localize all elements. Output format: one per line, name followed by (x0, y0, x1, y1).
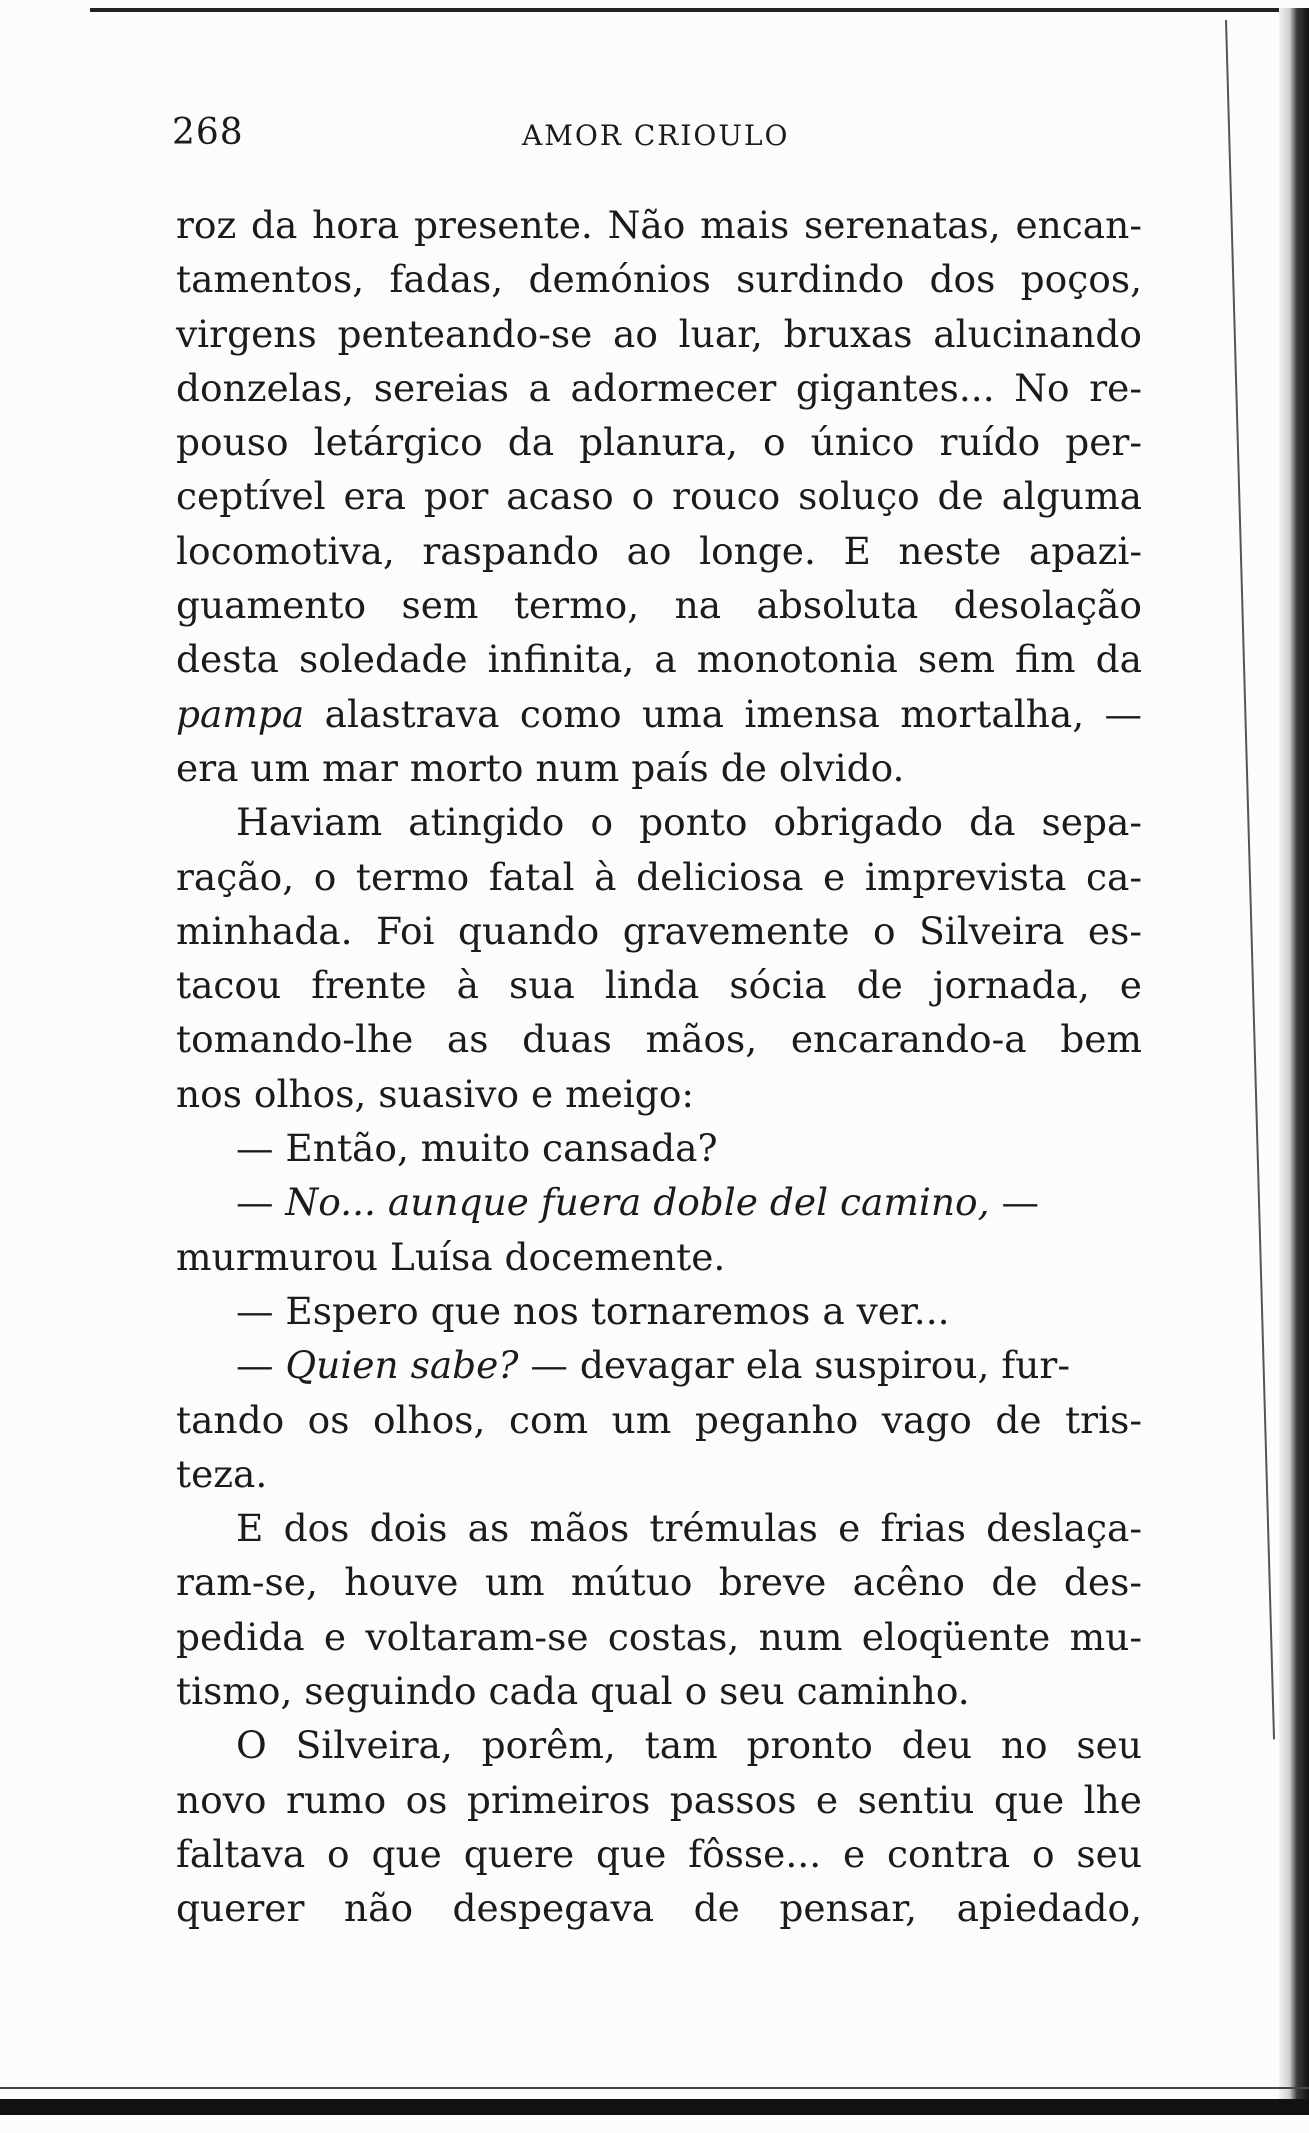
text-line: novo rumo os primeiros passos e sentiu que lhe (176, 1777, 1142, 1822)
text-line: era um mar morto num país de olvido. (176, 745, 905, 790)
text-line (176, 687, 1142, 741)
italic-phrase: No... aunque fuera doble del camino, (285, 1180, 990, 1225)
text-line: minhada. Foi quando gravemente o Silveira es- (176, 908, 1142, 953)
text-line: roz da hora presente. Não mais serenatas, encan- (176, 203, 1142, 247)
paragraph-start: E dos dois as mãos trémulas e frias deslaça- (236, 1506, 1142, 1551)
text-line: desta soledade infinita, a monotonia sem fim da (176, 637, 1142, 682)
dialogue-line: — Espero que nos tornaremos a ver... (236, 1288, 950, 1333)
text-line: nos olhos, suasivo e meigo: (176, 1071, 695, 1116)
text-line: ram-se, houve um mútuo breve acêno de des- (176, 1560, 1142, 1605)
italic-phrase: Quien sabe? (285, 1343, 519, 1388)
top-scan-edge (90, 8, 1309, 12)
text-line: tomando-lhe as duas mãos, encarando-a bem (176, 1017, 1142, 1062)
text-line: guamento sem termo, na absoluta desolação (176, 583, 1142, 628)
line-text: alastrava como uma imensa mortalha, — (304, 691, 1142, 736)
paragraph-start: Haviam atingido o ponto obrigado da sepa- (236, 800, 1142, 845)
text-line: locomotiva, raspando ao longe. E neste apazi- (176, 528, 1142, 573)
dialogue-line (176, 1338, 1142, 1392)
text-line: ceptível era por acaso o rouco soluço de alguma (176, 474, 1142, 519)
text-line: teza. (176, 1451, 268, 1496)
line-text: — devagar ela suspirou, fur- (518, 1343, 1070, 1388)
text-line: pouso letárgico da planura, o único ruído per- (176, 420, 1142, 465)
bottom-scan-line (0, 2087, 1309, 2089)
dialogue-dash: — (236, 1180, 286, 1225)
paragraph-start: O Silveira, porêm, tam pronto deu no seu (236, 1723, 1142, 1768)
text-line: faltava o que quere que fôsse... e contra o seu (176, 1831, 1142, 1876)
text-line: querer não despegava de pensar, apiedado, (176, 1886, 1142, 1931)
page-binding-edge (1279, 8, 1309, 2108)
running-title: AMOR CRIOULO (522, 119, 790, 152)
text-line: pedida e voltaram-se costas, num eloqüente mu- (176, 1614, 1142, 1659)
page-header (172, 112, 1142, 162)
italic-word: pampa (176, 691, 305, 736)
dialogue-line (176, 1175, 1142, 1229)
dialogue-line: — Então, muito cansada? (236, 1126, 718, 1171)
margin-pencil-line (1225, 20, 1275, 1739)
text-line: tismo, seguindo cada qual o seu caminho. (176, 1669, 970, 1714)
text-line: tacou frente à sua linda sócia de jornada, e (176, 963, 1142, 1008)
text-line: tamentos, fadas, demónios surdindo dos poços, (176, 257, 1142, 302)
bottom-scan-edge (0, 2099, 1309, 2115)
text-line: donzelas, sereias a adormecer gigantes... No re- (176, 365, 1142, 410)
text-line: virgens penteando-se ao luar, bruxas alucinando (176, 311, 1142, 356)
dialogue-dash: — (236, 1343, 286, 1388)
text-line: ração, o termo fatal à deliciosa e imprevista ca- (176, 854, 1142, 899)
text-line: murmurou Luísa docemente. (176, 1234, 726, 1279)
text-line: tando os olhos, com um peganho vago de tris- (176, 1397, 1142, 1442)
line-text: — (989, 1180, 1039, 1225)
page-number: 268 (172, 112, 244, 153)
body-text (176, 198, 1142, 1936)
